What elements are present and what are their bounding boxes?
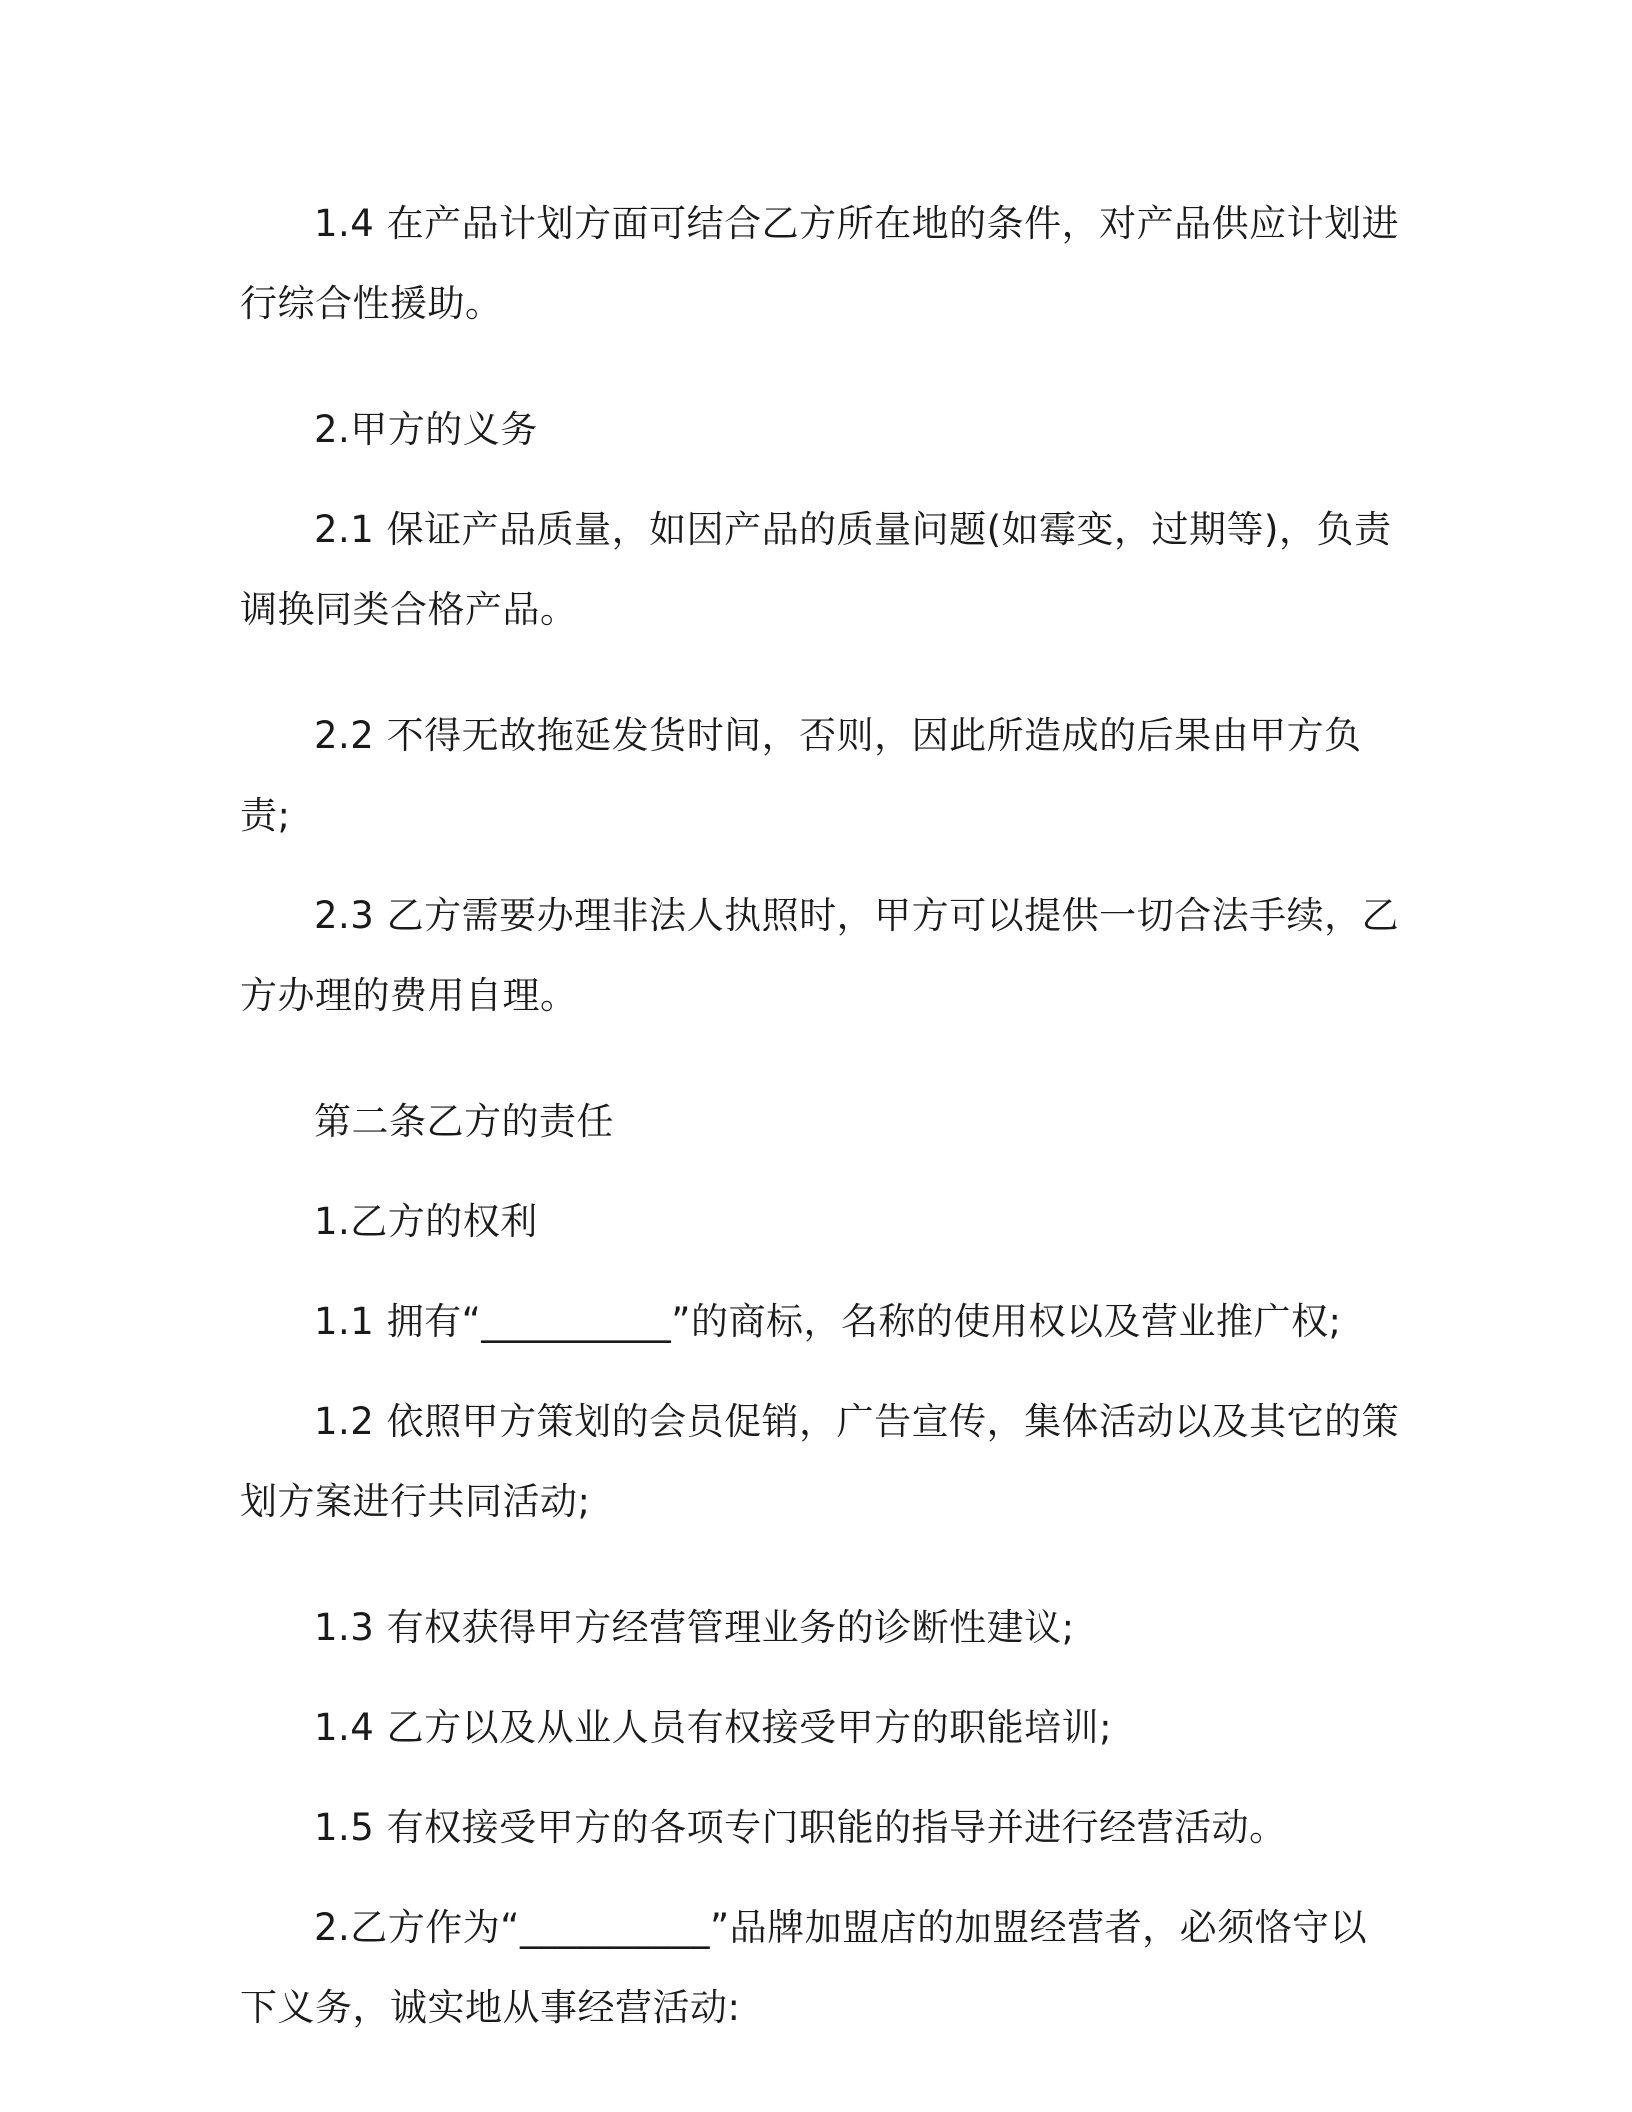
- clause-1-3-advice: 1.3 有权获得甲方经营管理业务的诊断性建议;: [314, 1606, 1075, 1649]
- clause-2-2-shipping: 2.2 不得无故拖延发货时间，否则，因此所造成的后果由甲方负责;: [240, 714, 1362, 837]
- clause-1-5-guidance: 1.5 有权接受甲方的各项专门职能的指导并进行经营活动。: [314, 1806, 1287, 1849]
- heading-party-a-obligations: 2.甲方的义务: [314, 408, 538, 451]
- heading-article-2-party-b: 第二条乙方的责任: [314, 1100, 614, 1143]
- clause-2-party-b-obligations: 2.乙方作为“__________”品牌加盟店的加盟经营者，必须恪守以下义务，诚实地从事经营活动:: [240, 1906, 1368, 2029]
- clause-1-2-promotion: 1.2 依照甲方策划的会员促销，广告宣传，集体活动以及其它的策划方案进行共同活动;: [240, 1400, 1400, 1523]
- document-body: [240, 184, 1400, 2094]
- clause-2-3-license: 2.3 乙方需要办理非法人执照时，甲方可以提供一切合法手续，乙方办理的费用自理。: [240, 894, 1400, 1017]
- clause-1-4-product-plan: 1.4 在产品计划方面可结合乙方所在地的条件，对产品供应计划进行综合性援助。: [240, 202, 1400, 325]
- heading-party-b-rights: 1.乙方的权利: [314, 1200, 538, 1243]
- clause-1-1-trademark: 1.1 拥有“__________”的商标，名称的使用权以及营业推广权;: [314, 1300, 1342, 1343]
- clause-1-4-training: 1.4 乙方以及从业人员有权接受甲方的职能培训;: [314, 1706, 1113, 1749]
- clause-2-1-quality: 2.1 保证产品质量，如因产品的质量问题(如霉变，过期等)，负责调换同类合格产品。: [240, 508, 1392, 631]
